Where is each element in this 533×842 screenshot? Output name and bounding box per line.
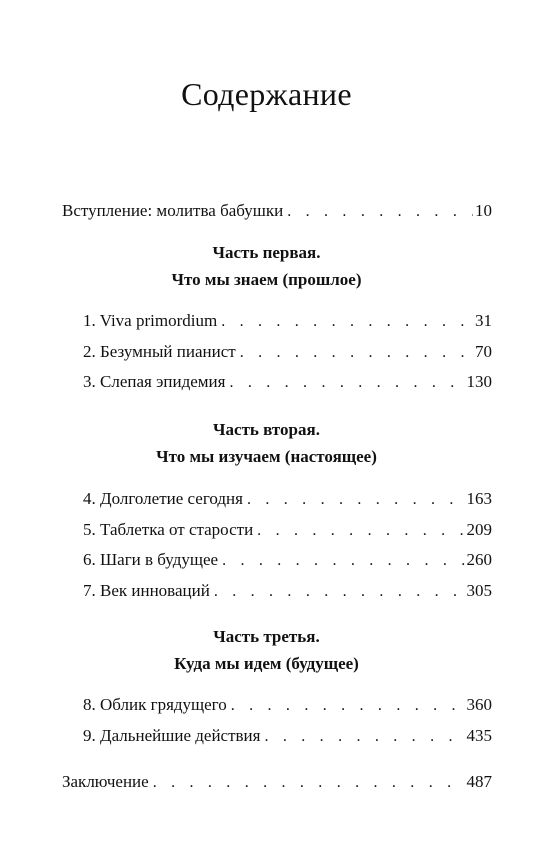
toc-entry-label: 2. Безумный пианист [83, 342, 236, 361]
part-heading-line1: Часть вторая. [213, 420, 320, 439]
toc-entry-label: Заключение [62, 772, 149, 791]
toc-entry-chapter-2[interactable] [83, 341, 492, 364]
toc-entry-intro[interactable] [62, 200, 492, 223]
toc-entry-chapter-7[interactable] [83, 580, 492, 603]
toc-entry-page: 260 [466, 550, 492, 569]
page-title: Содержание [181, 76, 352, 112]
toc-entry-page: 209 [466, 520, 492, 539]
toc-entry-chapter-5[interactable] [83, 519, 492, 542]
toc-entry-label: 9. Дальнейшие действия [83, 726, 261, 745]
dot-leader [153, 772, 465, 794]
part-heading-2 [0, 416, 533, 470]
part-heading-line1: Часть третья. [213, 627, 320, 646]
part-heading-line2: Что мы изучаем (настоящее) [156, 447, 377, 466]
toc-entry-chapter-8[interactable] [83, 694, 492, 717]
toc-entry-page: 163 [466, 489, 492, 508]
part-heading-line1: Часть первая. [212, 243, 321, 262]
toc-entry-chapter-6[interactable] [83, 549, 492, 572]
toc-entry-label: 1. Viva primordium [83, 311, 218, 330]
toc-entry-page: 70 [475, 342, 492, 361]
toc-entry-page: 31 [475, 311, 492, 330]
toc-entry-page: 360 [466, 695, 492, 714]
toc-entry-page: 305 [466, 581, 492, 600]
dot-leader [221, 311, 473, 333]
dot-leader [287, 201, 473, 223]
toc-entry-chapter-4[interactable] [83, 488, 492, 511]
toc-entry-label: Вступление: молитва бабушки [62, 201, 284, 220]
part-heading-line2: Что мы знаем (прошлое) [171, 270, 362, 289]
toc-entry-page: 435 [466, 726, 492, 745]
dot-leader [214, 581, 465, 603]
toc-entry-chapter-9[interactable] [83, 725, 492, 748]
toc-entry-page: 130 [466, 372, 492, 391]
toc-entry-page: 487 [466, 772, 492, 791]
toc-entry-chapter-3[interactable] [83, 371, 492, 394]
dot-leader [264, 726, 464, 748]
toc-entry-label: 7. Век инноваций [83, 581, 210, 600]
toc-entry-label: 5. Таблетка от старости [83, 520, 254, 539]
dot-leader [257, 520, 464, 542]
toc-entry-label: 4. Долголетие сегодня [83, 489, 243, 508]
part-heading-3 [0, 623, 533, 677]
part-heading-line2: Куда мы идем (будущее) [174, 654, 359, 673]
toc-entry-label: 8. Облик грядущего [83, 695, 227, 714]
dot-leader [247, 489, 465, 511]
dot-leader [240, 342, 473, 364]
part-heading-1 [0, 239, 533, 293]
toc-entry-chapter-1[interactable] [83, 310, 492, 333]
toc-entry-label: 6. Шаги в будущее [83, 550, 219, 569]
toc-entry-page: 10 [475, 201, 492, 220]
toc-entry-conclusion[interactable] [62, 771, 492, 794]
dot-leader [229, 372, 464, 394]
dot-leader [231, 695, 465, 717]
dot-leader [222, 550, 464, 572]
toc-entry-label: 3. Слепая эпидемия [83, 372, 226, 391]
